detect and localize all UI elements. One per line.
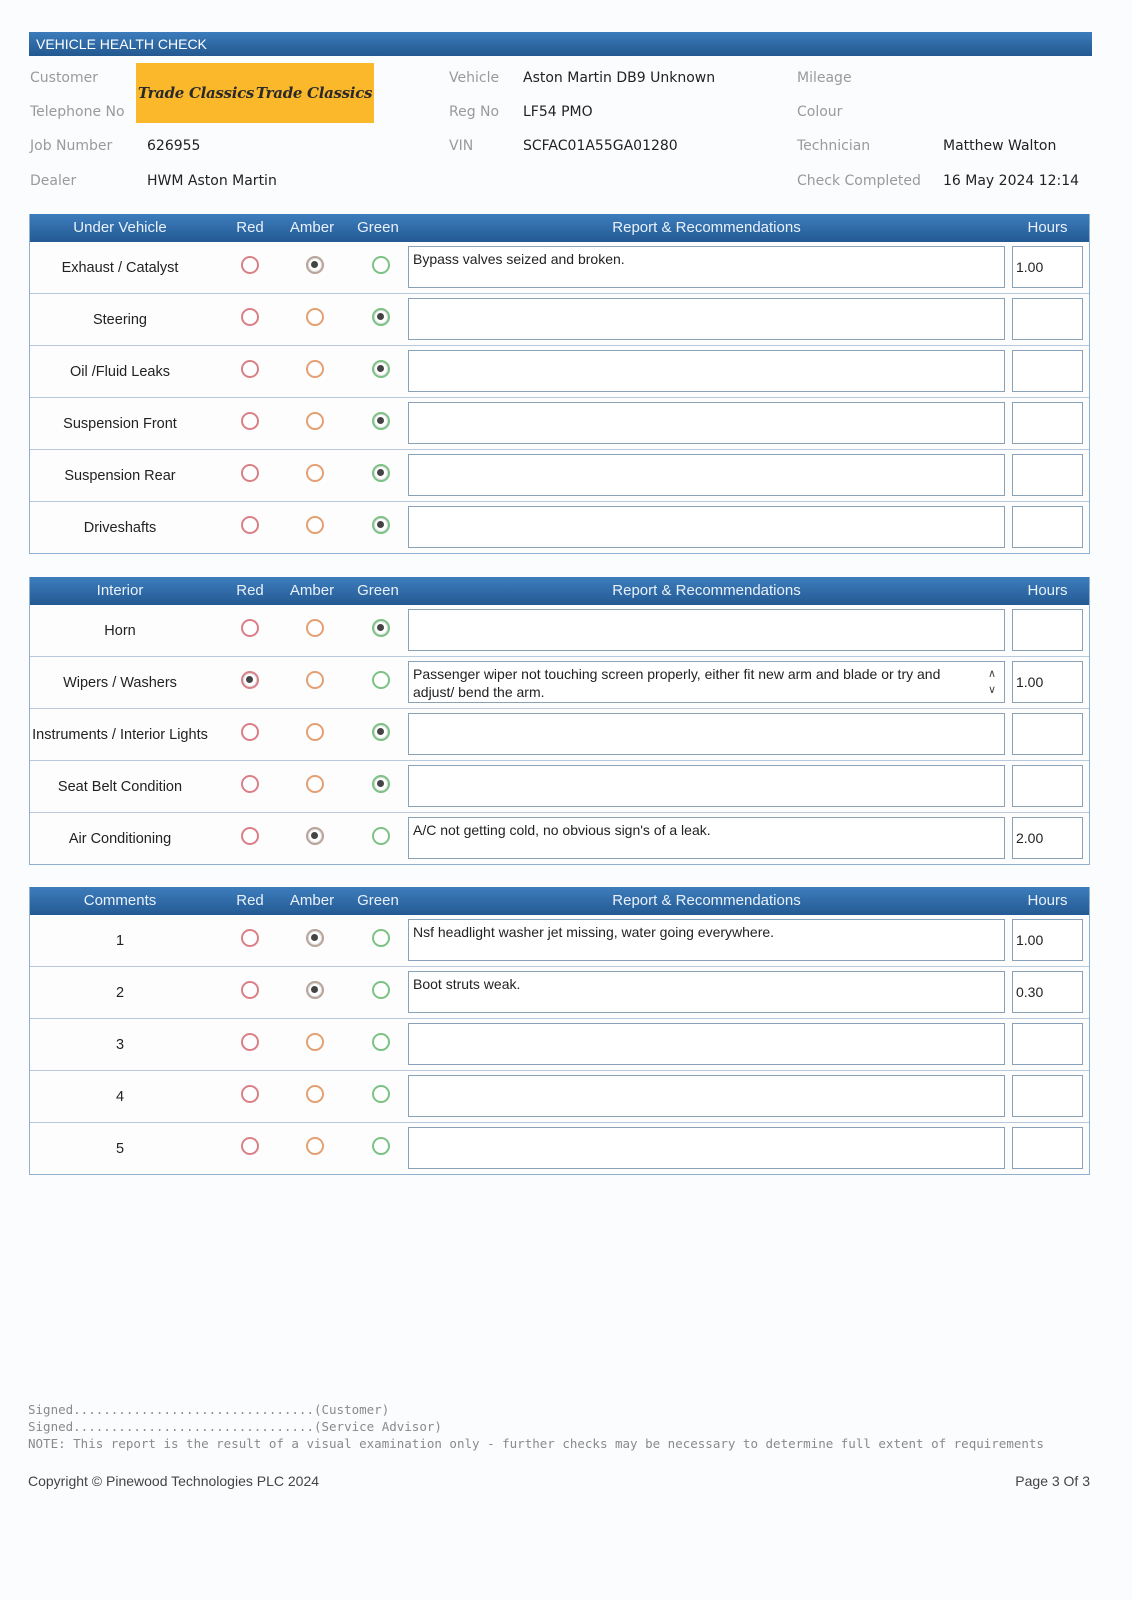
green-radio[interactable]	[372, 516, 390, 534]
green-radio[interactable]	[372, 256, 390, 274]
job-number-value: 626955	[147, 138, 201, 154]
check-item-label: Oil /Fluid Leaks	[70, 363, 170, 380]
hours-input[interactable]	[1012, 765, 1083, 807]
red-radio[interactable]	[241, 775, 259, 793]
amber-radio[interactable]	[306, 256, 324, 274]
amber-radio[interactable]	[306, 412, 324, 430]
amber-radio[interactable]	[306, 1085, 324, 1103]
logo-text-1: Trade Classics	[137, 84, 255, 102]
section-interior	[29, 577, 1090, 865]
amber-radio[interactable]	[306, 827, 324, 845]
hours-input[interactable]	[1012, 298, 1083, 340]
hours-input[interactable]	[1012, 454, 1083, 496]
hours-input[interactable]	[1012, 402, 1083, 444]
check-row	[30, 1070, 1089, 1122]
disclaimer-note: NOTE: This report is the result of a visual examination only - further checks may be necessary to determine full extent of requirements	[28, 1436, 1044, 1451]
check-row	[30, 656, 1089, 708]
page-title: VEHICLE HEALTH CHECK	[29, 32, 1092, 56]
vin-label: VIN	[449, 138, 474, 154]
red-radio[interactable]	[241, 929, 259, 947]
green-radio[interactable]	[372, 775, 390, 793]
check-item-label: Suspension Rear	[64, 467, 176, 484]
job-number-label: Job Number	[30, 138, 113, 154]
copyright: Copyright © Pinewood Technologies PLC 2024	[28, 1473, 320, 1489]
signed-customer-line: Signed................................(Customer)	[28, 1402, 390, 1417]
check-item-label: Wipers / Washers	[63, 674, 177, 691]
check-item-label: 1	[115, 932, 125, 949]
amber-radio[interactable]	[306, 981, 324, 999]
green-radio[interactable]	[372, 929, 390, 947]
report-text: A/C not getting cold, no obvious sign's of a leak.	[413, 822, 711, 838]
amber-radio[interactable]	[306, 671, 324, 689]
column-hours: Hours	[1027, 582, 1068, 599]
dealer-label: Dealer	[30, 173, 77, 189]
check-row	[30, 293, 1089, 345]
hours-input[interactable]	[1012, 609, 1083, 651]
amber-radio[interactable]	[306, 360, 324, 378]
green-radio[interactable]	[372, 464, 390, 482]
report-textarea[interactable]	[408, 350, 1005, 392]
check-item-label: Air Conditioning	[68, 830, 172, 847]
red-radio[interactable]	[241, 360, 259, 378]
hours-input[interactable]: 0.30	[1012, 971, 1083, 1013]
hours-input[interactable]	[1012, 350, 1083, 392]
column-red: Red	[236, 892, 264, 909]
hours-input[interactable]	[1012, 1075, 1083, 1117]
check-row	[30, 449, 1089, 501]
check-item-label: Steering	[92, 311, 147, 328]
report-textarea[interactable]	[408, 765, 1005, 807]
report-textarea[interactable]	[408, 506, 1005, 548]
section-header	[30, 887, 1089, 915]
hours-input[interactable]	[1012, 1023, 1083, 1065]
check-item-label: Seat Belt Condition	[57, 778, 183, 795]
red-radio[interactable]	[241, 1137, 259, 1155]
trade-classics-logo	[136, 63, 374, 123]
report-textarea[interactable]	[408, 298, 1005, 340]
vehicle-value: Aston Martin DB9 Unknown	[523, 70, 716, 86]
column-amber: Amber	[289, 892, 335, 909]
check-row	[30, 1018, 1089, 1070]
technician-label: Technician	[797, 138, 871, 154]
report-textarea[interactable]	[408, 454, 1005, 496]
green-radio[interactable]	[372, 412, 390, 430]
check-row	[30, 760, 1089, 812]
green-radio[interactable]	[372, 1085, 390, 1103]
reg-label: Reg No	[449, 104, 500, 120]
column-amber: Amber	[289, 219, 335, 236]
report-textarea[interactable]	[408, 609, 1005, 651]
section-name: Comments	[83, 892, 157, 909]
amber-radio[interactable]	[306, 464, 324, 482]
amber-radio[interactable]	[306, 516, 324, 534]
column-red: Red	[236, 219, 264, 236]
check-item-label: Suspension Front	[63, 415, 177, 432]
check-row	[30, 397, 1089, 449]
chevron-up-icon[interactable]: ∧	[987, 668, 997, 680]
column-report: Report & Recommendations	[612, 582, 801, 599]
red-radio[interactable]	[241, 671, 259, 689]
check-item-label: Instruments / Interior Lights	[32, 726, 208, 743]
customer-label: Customer	[30, 70, 99, 86]
check-item-label: Driveshafts	[83, 519, 157, 536]
vehicle-label: Vehicle	[449, 70, 500, 86]
logo-text-2: Trade Classics	[255, 84, 373, 102]
red-radio[interactable]	[241, 619, 259, 637]
check-completed-value: 16 May 2024 12:14	[943, 173, 1080, 189]
column-report: Report & Recommendations	[612, 219, 801, 236]
check-row	[30, 501, 1089, 553]
check-row	[30, 1122, 1089, 1174]
section-name: Under Vehicle	[73, 219, 167, 236]
hours-input[interactable]	[1012, 713, 1083, 755]
amber-radio[interactable]	[306, 1137, 324, 1155]
green-radio[interactable]	[372, 360, 390, 378]
report-textarea[interactable]	[408, 1075, 1005, 1117]
section-under-vehicle	[29, 214, 1090, 554]
report-textarea[interactable]	[408, 1127, 1005, 1169]
check-item-label: Exhaust / Catalyst	[61, 259, 179, 276]
check-row	[30, 242, 1089, 293]
column-green: Green	[357, 582, 399, 599]
report-text: Bypass valves seized and broken.	[413, 251, 625, 267]
column-red: Red	[236, 582, 264, 599]
check-row	[30, 345, 1089, 397]
green-radio[interactable]	[372, 1033, 390, 1051]
vin-value: SCFAC01A55GA01280	[523, 138, 678, 154]
check-row	[30, 915, 1089, 966]
green-radio[interactable]	[372, 1137, 390, 1155]
green-radio[interactable]	[372, 619, 390, 637]
signed-advisor-line: Signed................................(Service Advisor)	[28, 1419, 442, 1434]
red-radio[interactable]	[241, 981, 259, 999]
green-radio[interactable]	[372, 671, 390, 689]
hours-input[interactable]: 2.00	[1012, 817, 1083, 859]
scroll-arrows-icon[interactable]	[984, 666, 1000, 700]
report-textarea[interactable]	[408, 402, 1005, 444]
section-header	[30, 577, 1089, 605]
hours-input[interactable]: 1.00	[1012, 661, 1083, 703]
column-hours: Hours	[1027, 219, 1068, 236]
hours-input[interactable]: 1.00	[1012, 246, 1083, 288]
report-textarea[interactable]	[408, 713, 1005, 755]
red-radio[interactable]	[241, 723, 259, 741]
report-textarea[interactable]	[408, 1023, 1005, 1065]
check-completed-label: Check Completed	[797, 173, 921, 189]
amber-radio[interactable]	[306, 929, 324, 947]
hours-input[interactable]	[1012, 1127, 1083, 1169]
red-radio[interactable]	[241, 308, 259, 326]
hours-input[interactable]: 1.00	[1012, 919, 1083, 961]
green-radio[interactable]	[372, 723, 390, 741]
reg-value: LF54 PMO	[523, 104, 593, 120]
red-radio[interactable]	[241, 827, 259, 845]
dealer-value: HWM Aston Martin	[147, 173, 277, 189]
check-row	[30, 966, 1089, 1018]
technician-value: Matthew Walton	[943, 138, 1057, 154]
amber-radio[interactable]	[306, 308, 324, 326]
page-number: Page 3 Of 3	[1015, 1473, 1090, 1489]
report-textarea[interactable]	[408, 661, 1005, 703]
check-item-label: 5	[115, 1140, 125, 1157]
report-textarea[interactable]	[408, 817, 1005, 859]
check-item-label: Horn	[104, 622, 136, 639]
section-header	[30, 214, 1089, 242]
section-name: Interior	[96, 582, 144, 599]
check-item-label: 4	[115, 1088, 125, 1105]
report-textarea[interactable]	[408, 246, 1005, 288]
check-item-label: 2	[115, 984, 125, 1001]
red-radio[interactable]	[241, 516, 259, 534]
check-item-label: 3	[115, 1036, 125, 1053]
column-hours: Hours	[1027, 892, 1068, 909]
colour-label: Colour	[797, 104, 843, 120]
section-comments	[29, 887, 1090, 1175]
chevron-down-icon[interactable]: ∨	[987, 684, 997, 696]
green-radio[interactable]	[372, 827, 390, 845]
amber-radio[interactable]	[306, 1033, 324, 1051]
column-amber: Amber	[289, 582, 335, 599]
red-radio[interactable]	[241, 412, 259, 430]
red-radio[interactable]	[241, 464, 259, 482]
mileage-label: Mileage	[797, 70, 852, 86]
column-green: Green	[357, 219, 399, 236]
telephone-label: Telephone No	[30, 104, 125, 120]
column-report: Report & Recommendations	[612, 892, 801, 909]
check-row	[30, 708, 1089, 760]
green-radio[interactable]	[372, 308, 390, 326]
red-radio[interactable]	[241, 1033, 259, 1051]
report-textarea[interactable]	[408, 971, 1005, 1013]
report-text: Boot struts weak.	[413, 976, 521, 992]
hours-input[interactable]	[1012, 506, 1083, 548]
red-radio[interactable]	[241, 256, 259, 274]
report-textarea[interactable]	[408, 919, 1005, 961]
amber-radio[interactable]	[306, 723, 324, 741]
check-row	[30, 605, 1089, 656]
amber-radio[interactable]	[306, 775, 324, 793]
amber-radio[interactable]	[306, 619, 324, 637]
red-radio[interactable]	[241, 1085, 259, 1103]
check-row	[30, 812, 1089, 864]
report-text: Nsf headlight washer jet missing, water going everywhere.	[413, 924, 775, 940]
green-radio[interactable]	[372, 981, 390, 999]
column-green: Green	[357, 892, 399, 909]
report-text: Passenger wiper not touching screen properly, either fit new arm and blade or try and adjust/ bend the arm.	[413, 666, 941, 700]
